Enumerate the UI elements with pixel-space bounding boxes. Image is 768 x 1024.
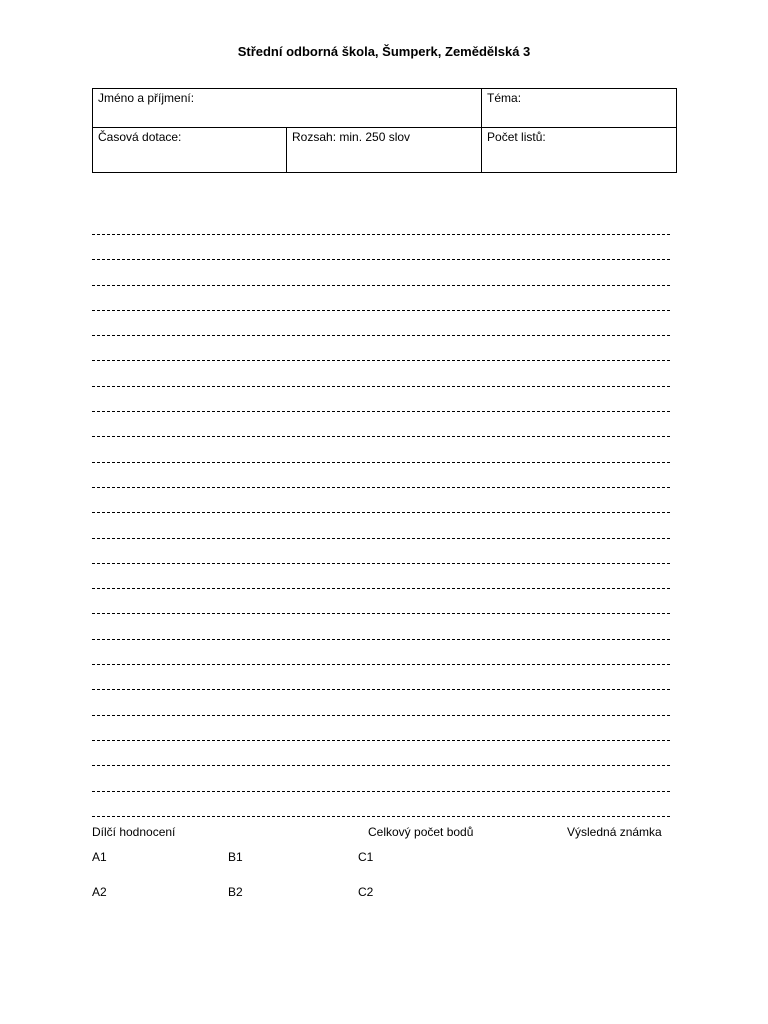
writing-line bbox=[92, 639, 670, 640]
writing-line bbox=[92, 765, 670, 766]
writing-line bbox=[92, 487, 670, 488]
header-form-table bbox=[92, 88, 677, 173]
writing-line bbox=[92, 715, 670, 716]
writing-lines-area[interactable] bbox=[92, 234, 670, 841]
writing-line bbox=[92, 234, 670, 235]
writing-line bbox=[92, 588, 670, 589]
writing-line bbox=[92, 310, 670, 311]
topic-field[interactable] bbox=[482, 89, 677, 128]
criterion-b2: B2 bbox=[228, 885, 243, 899]
writing-line bbox=[92, 436, 670, 437]
final-grade-label: Výsledná známka bbox=[567, 825, 662, 839]
total-points-label: Celkový počet bodů bbox=[368, 825, 474, 839]
partial-evaluation-label: Dílčí hodnocení bbox=[92, 825, 176, 839]
writing-line bbox=[92, 462, 670, 463]
writing-line bbox=[92, 411, 670, 412]
writing-line bbox=[92, 259, 670, 260]
writing-line bbox=[92, 689, 670, 690]
criterion-a2: A2 bbox=[92, 885, 107, 899]
criterion-c2: C2 bbox=[358, 885, 374, 899]
scope-label: Rozsah: min. 250 slov bbox=[292, 130, 411, 144]
criterion-c1: C1 bbox=[358, 850, 374, 864]
time-field[interactable] bbox=[93, 128, 287, 173]
page-title: Střední odborná škola, Šumperk, Zemědělská 3 bbox=[237, 44, 531, 59]
writing-line bbox=[92, 512, 670, 513]
writing-line bbox=[92, 563, 670, 564]
writing-line bbox=[92, 386, 670, 387]
writing-line bbox=[92, 538, 670, 539]
writing-line bbox=[92, 360, 670, 361]
writing-line bbox=[92, 791, 670, 792]
writing-line bbox=[92, 816, 670, 817]
writing-line bbox=[92, 664, 670, 665]
writing-line bbox=[92, 740, 670, 741]
name-label: Jméno a příjmení: bbox=[98, 91, 195, 105]
criterion-b1: B1 bbox=[228, 850, 243, 864]
writing-line bbox=[92, 335, 670, 336]
topic-label: Téma: bbox=[487, 91, 522, 105]
name-field[interactable] bbox=[93, 89, 482, 128]
writing-line bbox=[92, 613, 670, 614]
criterion-a1: A1 bbox=[92, 850, 107, 864]
time-label: Časová dotace: bbox=[98, 130, 182, 144]
scope-field bbox=[287, 128, 482, 173]
sheets-field[interactable] bbox=[482, 128, 677, 173]
sheets-label: Počet listů: bbox=[487, 130, 546, 144]
writing-line bbox=[92, 285, 670, 286]
